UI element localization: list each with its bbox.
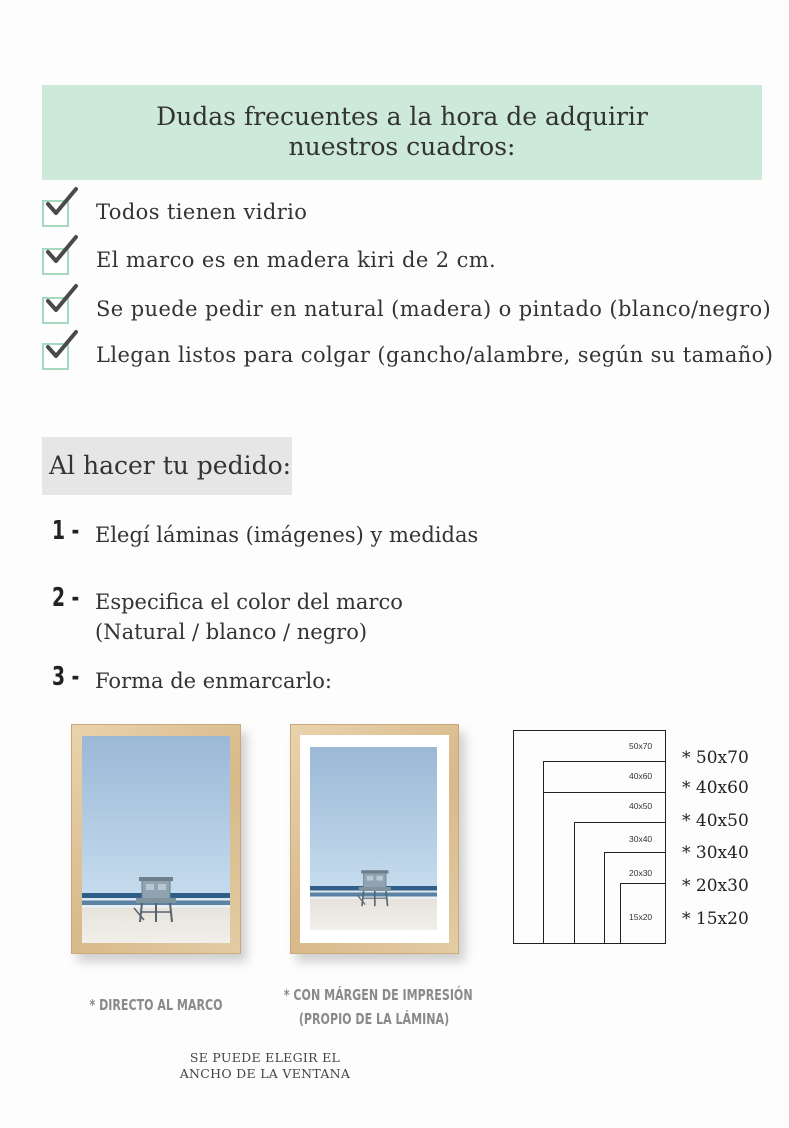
check-item-text: El marco es en madera kiri de 2 cm. [96, 248, 497, 272]
checkmark-icon [45, 329, 81, 363]
size-label: 50x70 [629, 741, 653, 751]
step-text-line-1: Elegí láminas (imágenes) y medidas [95, 523, 479, 547]
check-item-hanging [42, 335, 782, 375]
note-line-2: ANCHO DE LA VENTANA [179, 1066, 351, 1081]
caption-print-margin-line-1: * CON MÁRGEN DE IMPRESIÓN [283, 986, 473, 1004]
beach-photo [310, 747, 437, 930]
size-label: 15x20 [629, 912, 653, 922]
step-number: 2 - [52, 583, 80, 613]
size-option-15x20: * 15x20 [682, 909, 749, 929]
faq-header-banner [42, 85, 762, 180]
size-label: 40x50 [629, 801, 653, 811]
size-option-40x50: * 40x50 [682, 811, 749, 831]
checkmark-icon [45, 234, 81, 268]
step-text-line-2: (Natural / blanco / negro) [95, 620, 368, 644]
check-item-wood [42, 240, 782, 280]
checkmark-icon [45, 283, 81, 317]
beach-photo [82, 736, 230, 943]
size-option-30x40: * 30x40 [682, 843, 749, 863]
faq-title-line-2: nuestros cuadros: [288, 132, 516, 161]
size-option-40x60: * 40x60 [682, 778, 749, 798]
size-option-20x30: * 20x30 [682, 876, 749, 896]
note-line-1: SE PUEDE ELEGIR EL [189, 1050, 341, 1065]
check-item-glass [42, 192, 782, 232]
print-margin-mat [300, 735, 449, 943]
step-number: 1 - [52, 516, 80, 546]
frame-with-print-margin [290, 724, 459, 954]
check-item-text: Llegan listos para colgar (gancho/alambre, según su tamaño) [96, 343, 774, 367]
step-text-line-1: Forma de enmarcarlo: [95, 669, 332, 693]
caption-print-margin-line-2: (PROPIO DE LA LÁMINA) [298, 1010, 450, 1028]
frame-direct-to-frame [71, 724, 241, 954]
step-number: 3 - [52, 662, 80, 692]
checkmark-icon [45, 186, 81, 220]
caption-direct-to-frame: * DIRECTO AL MARCO [89, 996, 223, 1014]
check-item-color [42, 289, 782, 329]
faq-title-line-1: Dudas frecuentes a la hora de adquirir [156, 102, 648, 131]
lifeguard-tower-icon [354, 869, 394, 913]
order-section-banner [42, 437, 292, 495]
size-option-50x70: * 50x70 [682, 748, 749, 768]
size-label: 20x30 [629, 868, 653, 878]
order-section-title: Al hacer tu pedido: [49, 451, 292, 480]
check-item-text: Todos tienen vidrio [96, 200, 308, 224]
check-item-text: Se puede pedir en natural (madera) o pintado (blanco/negro) [96, 297, 772, 321]
size-label: 40x60 [629, 771, 653, 781]
size-label: 30x40 [629, 834, 653, 844]
step-text-line-1: Especifica el color del marco [95, 590, 403, 614]
lifeguard-tower-icon [130, 876, 180, 930]
window-width-note [150, 1050, 380, 1082]
